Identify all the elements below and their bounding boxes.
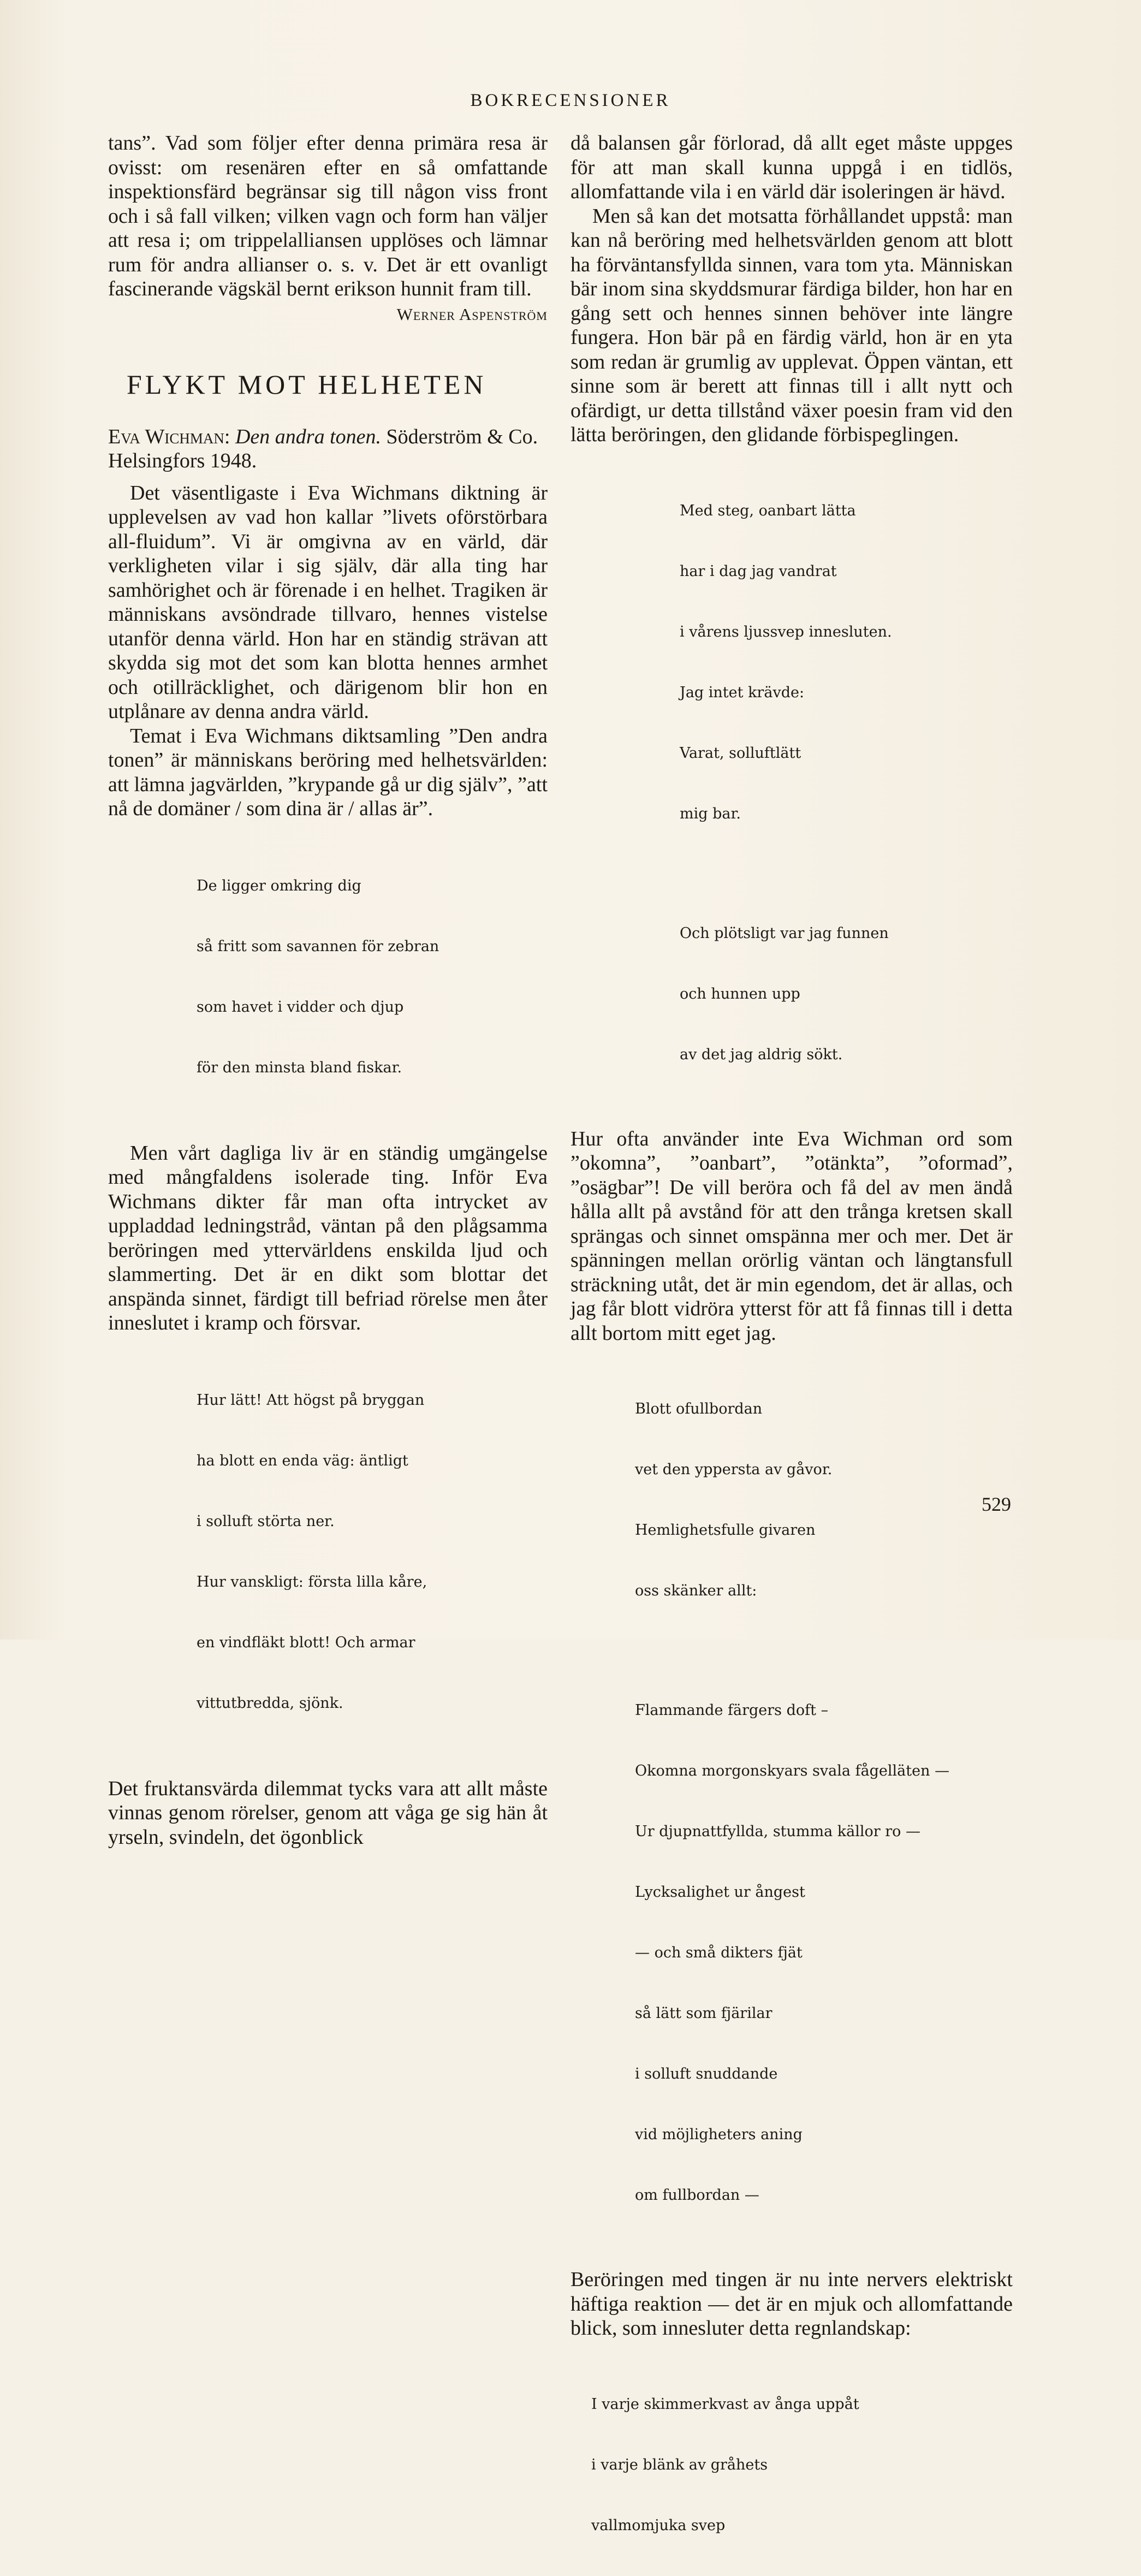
previous-review-text: tans”. Vad som följer efter denna primära resa är ovisst: om resenären efter en så omfattande inspektionsfärd begränsar sig till någon viss front och i så fall vilken; vilken vagn och form han väljer att resa i; om trippelalliansen upplöses och lämnar rum för andra allianser o. s. v. Det är ett ovanligt fascinerande vägskäl bernt erikson hunnit fram till. — [108, 132, 548, 300]
poem-line: i vårens ljussvep innesluten. — [680, 623, 892, 640]
running-head: BOKRECENSIONER — [470, 91, 671, 110]
paragraph-5: då balansen går förlorad, då allt eget måste uppges för att man skall kunna uppgå i en tidlös, allomfattande vila i en värld där isoleringen är hävd. — [570, 132, 1013, 203]
poem-3 — [680, 460, 1013, 1105]
left-column — [108, 131, 548, 1849]
stanza-gap — [680, 864, 1013, 883]
paragraph-7: Hur ofta använder inte Eva Wichman ord som ”okomna”, ”oanbart”, ”otänkta”, ”oformad”, ”osägbar”! De vill beröra och få del av men ändå hålla allt på avstånd för att den trånga kretsen skall sprängas och sinnet omspänna mer och mer. Det är spänningen mellan orörlig väntan och längtansfull sträckning utåt, det är min egendom, det är allas, och jag får blott vidröra ytterst för att få finnas till i detta allt bortom mitt eget jag. — [570, 1127, 1013, 1345]
poem-line: Okomna morgonskyars svala fågelläten — — [635, 1762, 950, 1779]
poem-line: I varje skimmerkvast av ånga uppåt — [591, 2395, 859, 2413]
poem-line: Och plötsligt var jag funnen — [680, 924, 889, 942]
poem-line: ha blott en enda väg: äntligt — [197, 1452, 408, 1469]
paragraph-8: Beröringen med tingen är nu inte nervers elektriskt häftiga reaktion — det är en mjuk och allomfattande blick, som innesluter detta regnlandskap: — [570, 2268, 1013, 2340]
page-number: 529 — [982, 1493, 1011, 1515]
poem-line: vallmomjuka svep — [591, 2516, 726, 2534]
article-title: FLYKT MOT HELHETEN — [127, 369, 487, 400]
poem-4 — [635, 1358, 1013, 2246]
poem-line: Jag intet krävde: — [680, 684, 805, 701]
poem-line: Hur lätt! Att högst på bryggan — [197, 1391, 425, 1409]
poem-line: vid möjligheters aning — [635, 2126, 803, 2143]
poem-line: i solluft störta ner. — [197, 1512, 335, 1530]
poem-line: för den minsta bland fiskar. — [197, 1059, 402, 1076]
poem-line: så fritt som savannen för zebran — [197, 937, 439, 955]
byline-book-title: Den andra tonen. — [235, 425, 382, 448]
byline-author: Eva Wichman — [108, 425, 224, 448]
stanza-gap — [635, 1641, 1013, 1660]
poem-line: oss skänker allt: — [635, 1582, 757, 1599]
poem-line: Med steg, oanbart lätta — [680, 502, 856, 519]
poem-line: i varje blänk av gråhets — [591, 2456, 768, 2473]
poem-5 — [591, 2354, 1013, 2576]
poem-line: Hemlighetsfulle givaren — [635, 1522, 816, 1539]
poem-line: — och små dikters fjät — [635, 1944, 803, 1961]
poem-2 — [197, 1350, 548, 1754]
poem-line: vet den yppersta av gåvor. — [635, 1461, 833, 1478]
reviewer-signature: Werner Aspenström — [396, 304, 548, 324]
poem-line: Hur vanskligt: första lilla kåre, — [197, 1573, 427, 1590]
poem-line: i solluft snuddande — [635, 2065, 778, 2082]
poem-line: vittutbredda, sjönk. — [197, 1694, 343, 1712]
poem-line: mig bar. — [680, 805, 741, 822]
poem-line: Lycksalighet ur ångest — [635, 1884, 805, 1901]
poem-line: De ligger omkring dig — [197, 877, 361, 894]
poem-line: har i dag jag vandrat — [680, 562, 837, 580]
paragraph-6: Men så kan det motsatta förhållandet uppstå: man kan nå beröring med helhetsvärlden genom att blott ha förväntansfyllda sinnen, vara tom yta. Människan bär inom sina skyddsmurar färdiga bilder, hon har en gång sett och hennes sinnen behöver inte längre fungera. Hon bär på en färdig värld, hon är en yta som redan är grumlig av upplevat. Öppen väntan, ett sinne som är berett att finnas till i allt nytt och ofärdigt, ur detta tillstånd växer poesin fram vid den lätta beröringen, den glidande förbispeglingen. — [570, 204, 1013, 446]
poem-line: Ur djupnattfyllda, stumma källor ro — — [635, 1823, 921, 1840]
paragraph-1: Det väsentligaste i Eva Wichmans diktning är upplevelsen av vad hon kallar ”livets oförstörbara all-fluidum”. Vi är omgivna av en värld, där verkligheten vilar i sig själv, där alla ting har samhörighet och är förenade i en helhet. Tragiken är människans avsöndrade tillvaro, hennes vistelse utanför denna värld. Hon har en ständig strävan att skydda sig mot det som kan blotta hennes armhet och otillräcklighet, och därigenom blir hon en utplånare av denna andra värld. — [108, 481, 548, 723]
byline-publisher: Söderström & Co. Helsingfors 1948. — [108, 425, 538, 472]
right-column — [570, 131, 1013, 2576]
poem-line: så lätt som fjärilar — [635, 2005, 772, 2022]
poem-1 — [197, 835, 548, 1118]
poem-line: Flammande färgers doft – — [635, 1702, 829, 1719]
poem-line: om fullbordan — — [635, 2187, 759, 2204]
byline — [108, 425, 548, 473]
poem-line: som havet i vidder och djup — [197, 998, 404, 1016]
poem-line: en vindfläkt blott! Och armar — [197, 1634, 415, 1651]
poem-line: Varat, solluftlätt — [680, 744, 801, 762]
poem-line: och hunnen upp — [680, 985, 800, 1002]
byline-separator: : — [224, 425, 235, 448]
paragraph-4: Det fruktansvärda dilemmat tycks vara att allt måste vinnas genom rörelser, genom att våga ge sig hän åt yrseln, svindeln, det ögonblick — [108, 1777, 548, 1849]
paragraph-2: Temat i Eva Wichmans diktsamling ”Den andra tonen” är människans beröring med helhetsvärlden: att lämna jagvärlden, ”krypande gå ur dig själv”, ”att nå de domäner / som dina är / allas är”. — [108, 724, 548, 820]
poem-line: av det jag aldrig sökt. — [680, 1046, 843, 1063]
poem-line: Blott ofullbordan — [635, 1400, 763, 1417]
paragraph-3: Men vårt dagliga liv är en ständig umgängelse med mångfaldens isolerade ting. Inför Eva Wichmans dikter får man ofta intrycket av uppladdad ledningstråd, väntan på den plågsamma beröringen med yttervärldens enskilda ljud och slammerting. Det är en dikt som blottar det anspända sinnet, färdigt till befriad rörelse men åter inneslutet i kramp och försvar. — [108, 1141, 548, 1334]
